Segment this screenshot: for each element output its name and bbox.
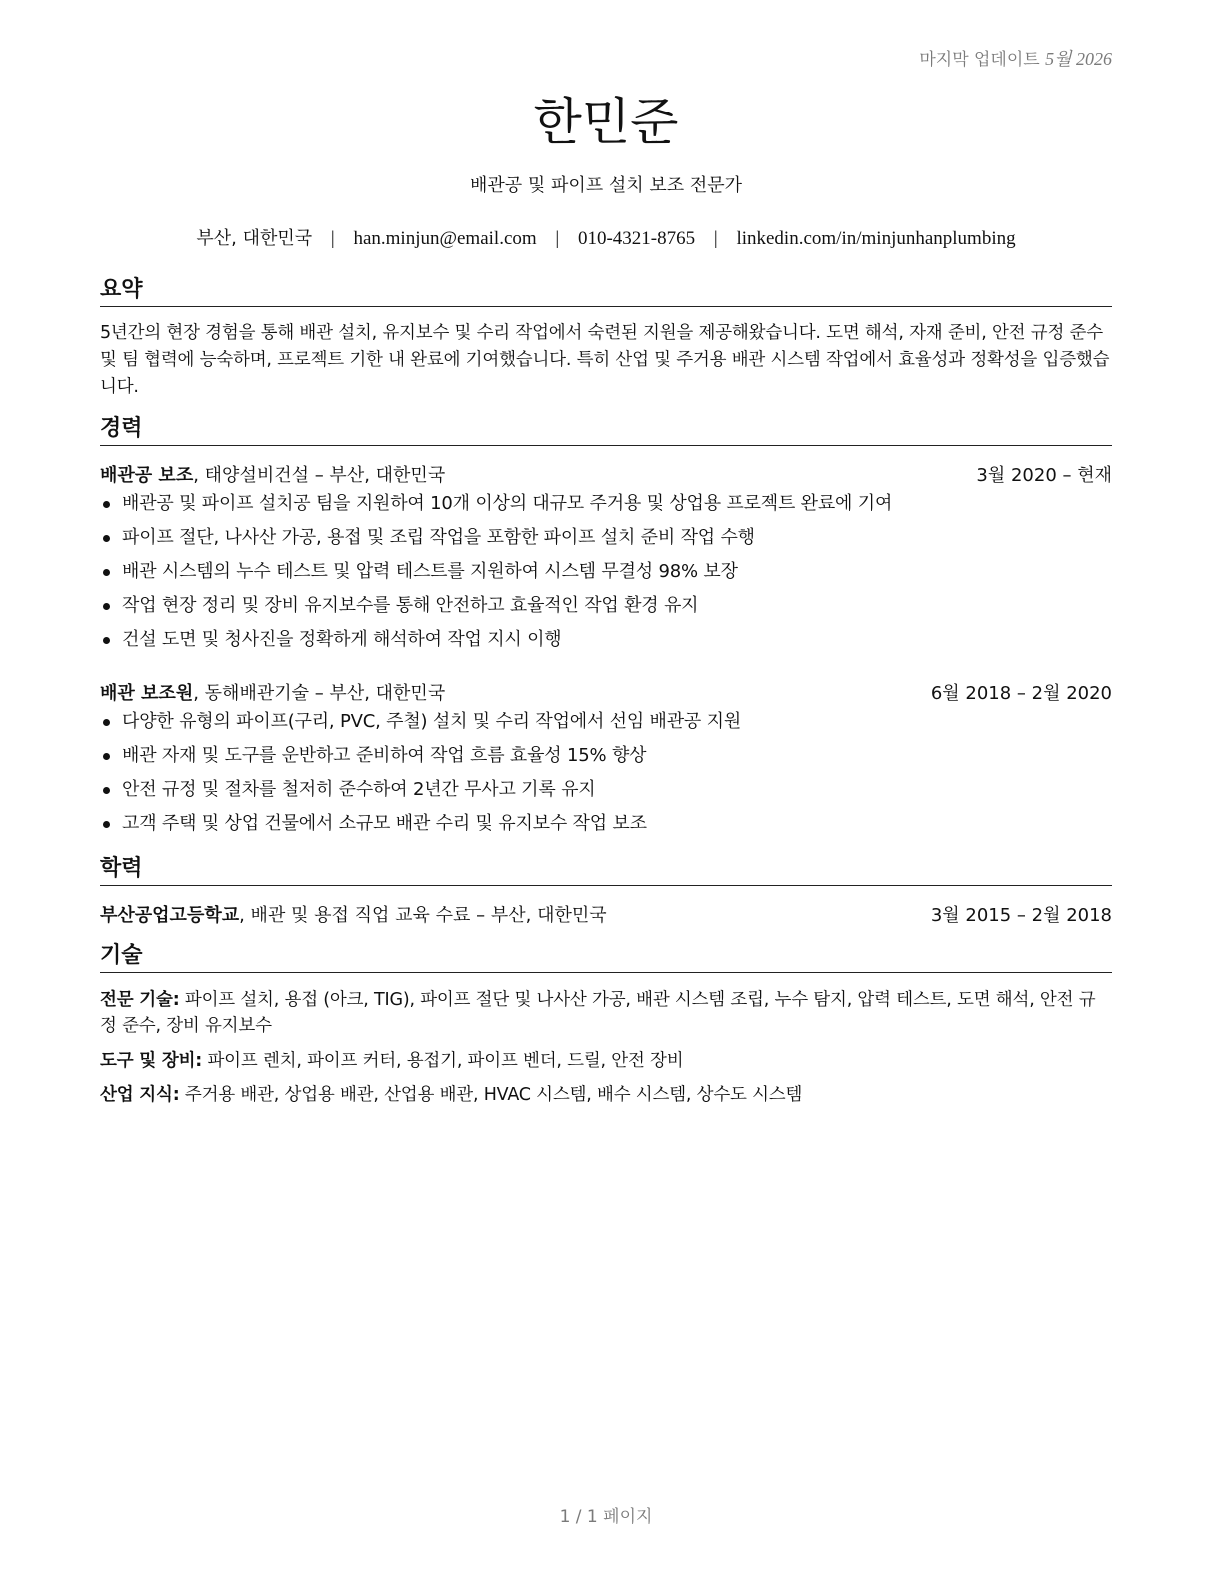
- job-header: [100, 679, 1112, 705]
- contact-location: 부산, 대한민국: [196, 228, 313, 249]
- contact-email[interactable]: han.minjun@email.com: [353, 228, 537, 249]
- list-item: 배관 시스템의 누수 테스트 및 압력 테스트를 지원하여 시스템 무결성 98% 보장: [100, 559, 1112, 593]
- skill-line-tools: [100, 1048, 1112, 1074]
- job-bullets: [100, 709, 1112, 845]
- skill-text: 주거용 배관, 상업용 배관, 산업용 배관, HVAC 시스템, 배수 시스템, 상수도 시스템: [179, 1085, 803, 1105]
- contact-separator: |: [713, 228, 718, 249]
- resume-page: [100, 0, 1112, 1584]
- skill-label: 전문 기술:: [100, 990, 180, 1010]
- job-org: , 동해배관기술 – 부산, 대한민국: [193, 683, 446, 704]
- section-title-experience: 경력: [100, 415, 1112, 446]
- last-updated-date: 5월 2026: [1045, 49, 1112, 69]
- job-org: , 태양설비건설 – 부산, 대한민국: [193, 465, 446, 486]
- contact-separator: |: [555, 228, 560, 249]
- list-item: 건설 도면 및 청사진을 정확하게 해석하여 작업 지시 이행: [100, 627, 1112, 661]
- contact-separator: |: [330, 228, 335, 249]
- last-updated-label: 마지막 업데이트: [919, 50, 1040, 70]
- education-school: 부산공업고등학교: [100, 905, 240, 926]
- candidate-name: 한민준: [533, 93, 679, 151]
- list-item: 고객 주택 및 상업 건물에서 소규모 배관 수리 및 유지보수 작업 보조: [100, 811, 1112, 845]
- job-role: 배관공 보조: [100, 465, 194, 486]
- skill-line-expertise: [100, 987, 1112, 1039]
- section-title-education: 학력: [100, 855, 1112, 886]
- job-header: [100, 461, 1112, 487]
- skill-line-industry: [100, 1082, 1112, 1108]
- candidate-headline: 배관공 및 파이프 설치 보조 전문가: [469, 175, 743, 196]
- skill-text: 파이프 렌치, 파이프 커터, 용접기, 파이프 벤더, 드릴, 안전 장비: [202, 1051, 684, 1071]
- last-updated: [919, 45, 1112, 71]
- job-role: 배관 보조원: [100, 683, 194, 704]
- section-title-summary: 요약: [100, 276, 1112, 307]
- contact-phone: 010-4321-8765: [577, 228, 696, 249]
- list-item: 다양한 유형의 파이프(구리, PVC, 주철) 설치 및 수리 작업에서 선임 배관공 지원: [100, 709, 1112, 743]
- list-item: 배관 자재 및 도구를 운반하고 준비하여 작업 흐름 효율성 15% 향상: [100, 743, 1112, 777]
- skill-label: 산업 지식:: [100, 1085, 180, 1105]
- page-number: 1 / 1 페이지: [559, 1507, 653, 1527]
- summary-text: 5년간의 현장 경험을 통해 배관 설치, 유지보수 및 수리 작업에서 숙련된 지원을 제공해왔습니다. 도면 해석, 자재 준비, 안전 규정 준수 및 팀 협력에 능숙하며, 프로젝트 기한 내 완료에 기여했습니다. 특히 산업 및 주거용 배관 시스템 작업에서 효율성과 정확성을 입증했습니다.: [100, 323, 1110, 397]
- job-dates: 6월 2018 – 2월 2020: [930, 683, 1112, 704]
- education-entry: [100, 901, 1112, 927]
- skill-label: 도구 및 장비:: [100, 1051, 203, 1071]
- contact-line: [100, 224, 1112, 250]
- list-item: 안전 규정 및 절차를 철저히 준수하여 2년간 무사고 기록 유지: [100, 777, 1112, 811]
- skill-text: 파이프 설치, 용접 (아크, TIG), 파이프 절단 및 나사산 가공, 배관 시스템 조립, 누수 탐지, 압력 테스트, 도면 해석, 안전 규정 준수, 장비 유지보수: [100, 990, 1096, 1036]
- education-dates: 3월 2015 – 2월 2018: [930, 905, 1112, 926]
- education-detail: , 배관 및 용접 직업 교육 수료 – 부산, 대한민국: [239, 905, 607, 926]
- list-item: 배관공 및 파이프 설치공 팀을 지원하여 10개 이상의 대규모 주거용 및 상업용 프로젝트 완료에 기여: [100, 491, 1112, 525]
- contact-linkedin[interactable]: linkedin.com/in/minjunhanplumbing: [736, 228, 1016, 249]
- list-item: 파이프 절단, 나사산 가공, 용접 및 조립 작업을 포함한 파이프 설치 준비 작업 수행: [100, 525, 1112, 559]
- job-dates: 3월 2020 – 현재: [976, 465, 1112, 486]
- section-title-skills: 기술: [100, 942, 1112, 973]
- list-item: 작업 현장 정리 및 장비 유지보수를 통해 안전하고 효율적인 작업 환경 유지: [100, 593, 1112, 627]
- job-bullets: [100, 491, 1112, 661]
